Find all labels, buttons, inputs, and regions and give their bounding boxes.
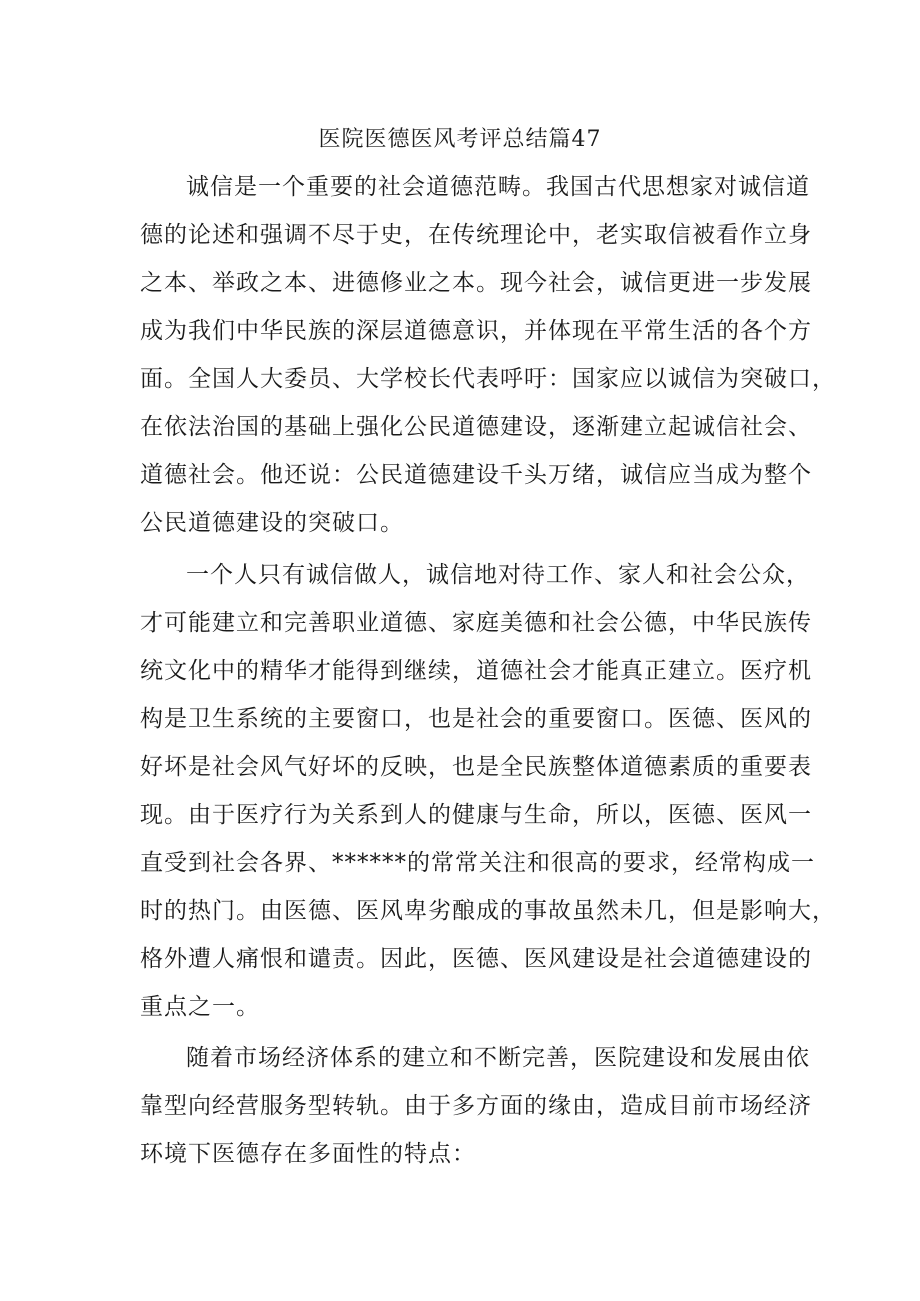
paragraph-1-line-4: 成为我们中华民族的深层道德意识，并体现在平常生活的各个方 xyxy=(140,318,812,344)
paragraph-2-line-4: 构是卫生系统的主要窗口，也是社会的重要窗口。医德、医风的 xyxy=(140,706,812,732)
paragraph-2-line-1: 一个人只有诚信做人，诚信地对待工作、家人和社会公众， xyxy=(186,562,810,588)
paragraph-2-line-10: 重点之一。 xyxy=(140,994,260,1020)
paragraph-2-line-3: 统文化中的精华才能得到继续，道德社会才能真正建立。医疗机 xyxy=(140,658,812,684)
paragraph-1-line-7: 道德社会。他还说：公民道德建设千头万绪，诚信应当成为整个 xyxy=(140,462,812,488)
paragraph-1-line-3: 之本、举政之本、进德修业之本。现今社会，诚信更进一步发展 xyxy=(140,270,812,296)
paragraph-2-line-8: 时的热门。由医德、医风卑劣酿成的事故虽然未几，但是影响大， xyxy=(140,898,836,924)
paragraph-2-line-2: 才可能建立和完善职业道德、家庭美德和社会公德，中华民族传 xyxy=(140,610,812,636)
paragraph-2-line-6: 现。由于医疗行为关系到人的健康与生命，所以，医德、医风一 xyxy=(140,802,812,828)
paragraph-2-line-9: 格外遭人痛恨和谴责。因此，医德、医风建设是社会道德建设的 xyxy=(140,946,812,972)
paragraph-3-line-1: 随着市场经济体系的建立和不断完善，医院建设和发展由依 xyxy=(186,1045,810,1071)
paragraph-1-line-2: 德的论述和强调不尽于史，在传统理论中，老实取信被看作立身 xyxy=(140,222,812,248)
paragraph-2-line-5: 好坏是社会风气好坏的反映，也是全民族整体道德素质的重要表 xyxy=(140,754,812,780)
paragraph-1-line-5: 面。全国人大委员、大学校长代表呼吁：国家应以诚信为突破口， xyxy=(140,366,836,392)
paragraph-2-line-7: 直受到社会各界、******的常常关注和很高的要求，经常构成一 xyxy=(140,850,815,876)
paragraph-1-line-1: 诚信是一个重要的社会道德范畴。我国古代思想家对诚信道 xyxy=(186,174,810,200)
paragraph-1-line-6: 在依法治国的基础上强化公民道德建设，逐渐建立起诚信社会、 xyxy=(140,414,812,440)
paragraph-3-line-2: 靠型向经营服务型转轨。由于多方面的缘由，造成目前市场经济 xyxy=(140,1093,812,1119)
paragraph-3-line-3: 环境下医德存在多面性的特点： xyxy=(140,1141,476,1167)
document-title: 医院医德医风考评总结篇47 xyxy=(318,127,602,152)
paragraph-1-line-8: 公民道德建设的突破口。 xyxy=(140,510,404,536)
